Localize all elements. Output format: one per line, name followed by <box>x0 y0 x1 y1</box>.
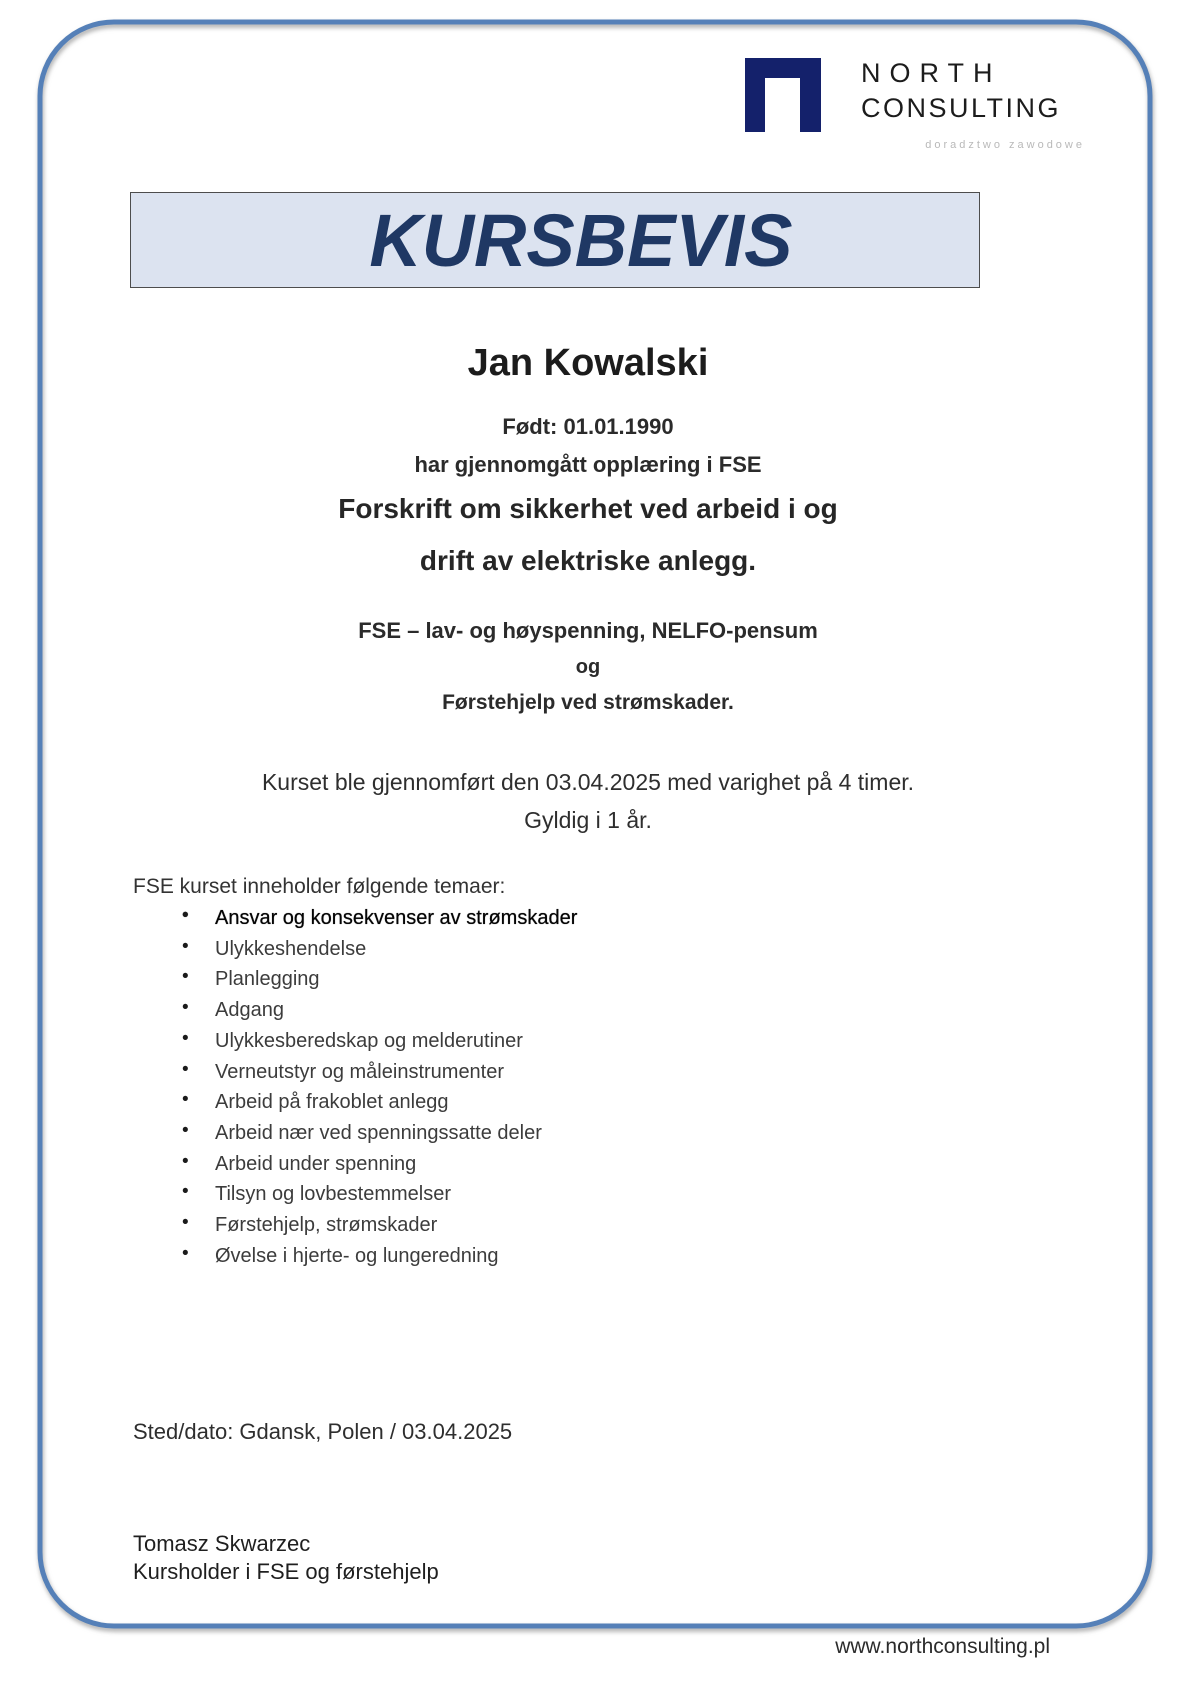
website-url: www.northconsulting.pl <box>835 1635 1050 1658</box>
course-title-line1: Forskrift om sikkerhet ved arbeid i og <box>338 493 838 524</box>
topics-list <box>180 903 577 1271</box>
topic-item: • Tilsyn og lovbestemmelser <box>180 1179 577 1210</box>
course-scope-line: FSE – lav- og høyspenning, NELFO-pensum <box>358 618 818 643</box>
signature-block <box>133 1530 439 1586</box>
topic-item: • Øvelse i hjerte- og lungeredning <box>180 1241 577 1272</box>
topic-item: • Arbeid på frakoblet anlegg <box>180 1087 577 1118</box>
topic-item: • Arbeid nær ved spenningssatte deler <box>180 1118 577 1149</box>
course-title-line2: drift av elektriske anlegg. <box>419 545 757 576</box>
topic-item: • Adgang <box>180 995 577 1026</box>
brand-name-line2: CONSULTING <box>861 93 1062 123</box>
topic-item: • Ansvar og konsekvenser av strømskader <box>180 903 577 934</box>
topic-item: • Planlegging <box>180 964 577 995</box>
brand-name-line1: NORTH <box>861 58 1002 88</box>
brand-tagline: doradztwo zawodowe <box>925 139 1085 151</box>
topic-item: • Arbeid under spenning <box>180 1149 577 1180</box>
recipient-name: Jan Kowalski <box>467 342 709 384</box>
certificate-title-banner <box>130 192 980 288</box>
birth-date-line: Født: 01.01.1990 <box>502 414 674 439</box>
certificate-title: KURSBEVIS <box>369 198 793 282</box>
topic-item: • Ulykkeshendelse <box>180 934 577 965</box>
north-consulting-logo-icon <box>745 58 821 132</box>
topic-item: • Førstehjelp, strømskader <box>180 1210 577 1241</box>
brand-name <box>861 56 1061 126</box>
signer-name: Tomasz Skwarzec <box>133 1531 311 1556</box>
topic-item: • Ulykkesberedskap og melderutiner <box>180 1026 577 1057</box>
topic-item: • Verneutstyr og måleinstrumenter <box>180 1057 577 1088</box>
topics-heading: FSE kurset inneholder følgende temaer: <box>133 875 506 898</box>
first-aid-line: Førstehjelp ved strømskader. <box>442 691 734 714</box>
conjunction-text: og <box>575 656 601 678</box>
completion-line: Kurset ble gjennomført den 03.04.2025 med varighet på 4 timer. <box>261 769 915 795</box>
place-date-line: Sted/dato: Gdansk, Polen / 03.04.2025 <box>133 1419 513 1444</box>
training-intro-line: har gjennomgått opplæring i FSE <box>414 452 762 477</box>
logo-notch <box>765 78 801 132</box>
validity-line: Gyldig i 1 år. <box>524 807 652 833</box>
signer-title: Kursholder i FSE og førstehjelp <box>133 1559 439 1584</box>
